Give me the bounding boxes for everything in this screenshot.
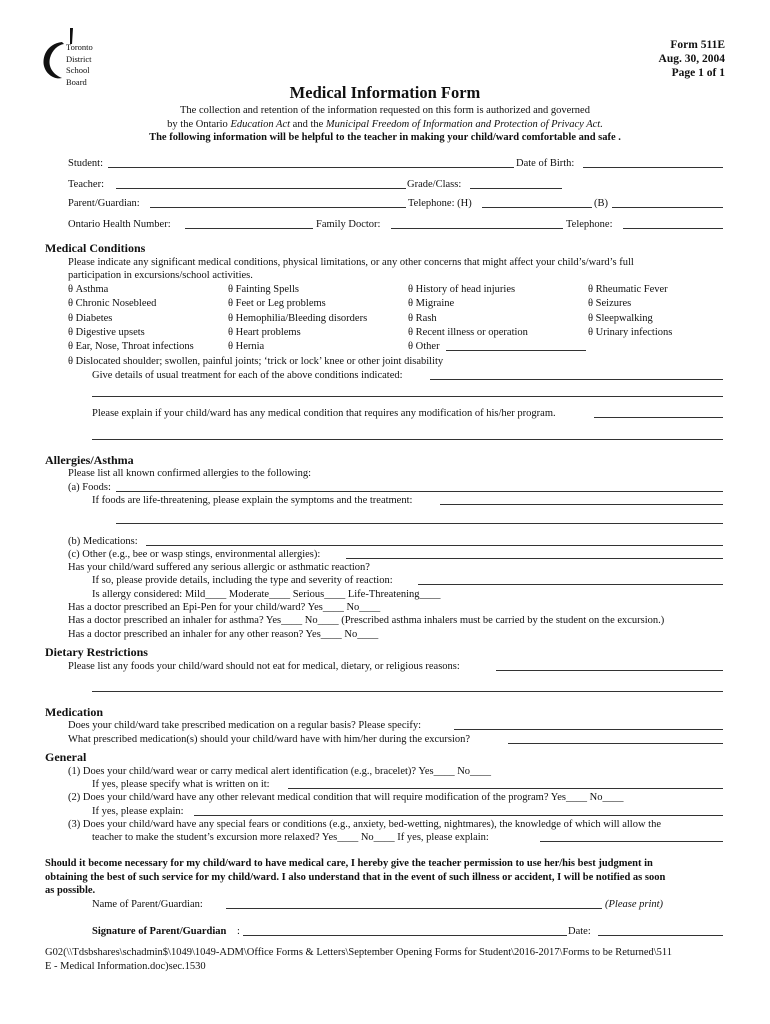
modification-input-2[interactable] <box>92 439 723 440</box>
condition-dislocated[interactable]: θ Dislocated shoulder; swollen, painful joints; ‘trick or lock’ knee or other joint disability <box>68 356 444 367</box>
condition-hernia[interactable]: θ Hernia <box>228 341 265 352</box>
medical-alert-text-input[interactable] <box>288 788 723 789</box>
life-threatening-input[interactable] <box>440 504 723 505</box>
program-modification-question[interactable]: (2) Does your child/ward have any other relevant medical condition that will require modification of the program? Yes____ No____ <box>68 792 624 803</box>
foods-input[interactable] <box>116 491 723 492</box>
telephone-home-label: Telephone: (H) <box>408 198 472 209</box>
inhaler-other-question[interactable]: Has a doctor prescribed an inhaler for any other reason? Yes____ No____ <box>68 629 379 640</box>
grade-label: Grade/Class: <box>407 179 462 190</box>
form-title: Medical Information Form <box>289 83 481 102</box>
page-number: Page 1 of 1 <box>671 67 725 79</box>
telephone-business-label: (B) <box>594 198 608 209</box>
school-board-name: Toronto District School Board <box>66 42 93 87</box>
signature-input[interactable] <box>243 935 567 936</box>
student-input[interactable] <box>108 167 514 168</box>
condition-nosebleed[interactable]: θ Chronic Nosebleed <box>68 298 157 309</box>
form-date: Aug. 30, 2004 <box>658 53 725 65</box>
condition-digestive[interactable]: θ Digestive upsets <box>68 327 145 338</box>
parent-name-label: Name of Parent/Guardian: <box>92 899 203 910</box>
student-label: Student: <box>68 158 104 169</box>
condition-fainting[interactable]: θ Fainting Spells <box>228 284 299 295</box>
parent-name-input[interactable] <box>226 908 602 909</box>
life-threatening-input-2[interactable] <box>116 523 723 524</box>
signature-date-input[interactable] <box>598 935 723 936</box>
excursion-medication-input[interactable] <box>508 743 723 744</box>
allergy-severity[interactable]: Is allergy considered: Mild____ Moderate____ Serious____ Life-Threatening____ <box>92 589 441 600</box>
program-modification-explain-label: If yes, please explain: <box>92 806 184 817</box>
treatment-label: Give details of usual treatment for each of the above conditions indicated: <box>92 370 403 381</box>
medical-instructions-1: Please indicate any significant medical conditions, physical limitations, or any other concerns that might affect your child’s/ward’s full <box>68 257 634 268</box>
doctor-telephone-label: Telephone: <box>566 219 613 230</box>
signature-label: Signature of Parent/Guardian <box>92 926 227 937</box>
dietary-input-2[interactable] <box>92 691 723 692</box>
special-fears-input[interactable] <box>540 841 723 842</box>
condition-other[interactable]: θ Other <box>408 341 440 352</box>
dietary-label: Please list any foods your child/ward should not eat for medical, dietary, or religious reasons: <box>68 661 460 672</box>
medical-conditions-heading: Medical Conditions <box>45 241 146 255</box>
condition-asthma[interactable]: θ Asthma <box>68 284 109 295</box>
condition-other-input[interactable] <box>446 350 586 351</box>
condition-migraine[interactable]: θ Migraine <box>408 298 455 309</box>
modification-input[interactable] <box>594 417 723 418</box>
telephone-home-input[interactable] <box>482 207 592 208</box>
inhaler-asthma-question[interactable]: Has a doctor prescribed an inhaler for asthma? Yes____ No____ (Prescribed asthma inhalers must be carried by the student on the excursion.) <box>68 615 665 626</box>
condition-urinary[interactable]: θ Urinary infections <box>588 327 673 338</box>
medication-heading: Medication <box>45 705 103 719</box>
excursion-medication-label: What prescribed medication(s) should your child/ward have with him/her during the excursion? <box>68 734 471 745</box>
special-fears-question-2[interactable]: teacher to make the student’s excursion more relaxed? Yes____ No____ If yes, please explain: <box>92 832 489 843</box>
footer-path-1: G02(\\Tdsbshares\schadmin$\1049\1049-ADM\Office Forms & Letters\September Opening Forms for Student\2016-2017\Forms to be Returned\511 <box>45 947 673 958</box>
please-print-note: (Please print) <box>605 899 664 910</box>
health-number-label: Ontario Health Number: <box>68 219 171 230</box>
condition-rash[interactable]: θ Rash <box>408 313 437 324</box>
allergies-heading: Allergies/Asthma <box>45 453 134 467</box>
condition-hemophilia[interactable]: θ Hemophilia/Bleeding disorders <box>228 313 368 324</box>
footer-path-2: E - Medical Information.doc)sec.1530 <box>45 961 206 972</box>
teacher-input[interactable] <box>116 188 406 189</box>
form-identifier <box>659 38 725 80</box>
condition-head-injuries[interactable]: θ History of head injuries <box>408 284 516 295</box>
regular-medication-label: Does your child/ward take prescribed medication on a regular basis? Please specify: <box>68 720 422 731</box>
parent-label: Parent/Guardian: <box>68 198 140 209</box>
condition-rheumatic[interactable]: θ Rheumatic Fever <box>588 284 668 295</box>
allergies-instructions: Please list all known confirmed allergies to the following: <box>68 468 312 479</box>
dob-input[interactable] <box>583 167 723 168</box>
doctor-telephone-input[interactable] <box>623 228 723 229</box>
dietary-heading: Dietary Restrictions <box>45 645 148 659</box>
parent-input[interactable] <box>150 207 406 208</box>
condition-heart[interactable]: θ Heart problems <box>228 327 301 338</box>
form-number: Form 511E <box>670 39 725 51</box>
medications-allergy-label: (b) Medications: <box>68 536 138 547</box>
consent-line-2: obtaining the best of such service for my child/ward. I also understand that in the event of such illness or accident, I will be notified as soon <box>45 872 666 883</box>
health-number-input[interactable] <box>185 228 313 229</box>
reaction-question: Has your child/ward suffered any serious allergic or asthmatic reaction? <box>68 562 370 573</box>
medical-alert-question[interactable]: (1) Does your child/ward wear or carry medical alert identification (e.g., bracelet)? Yes____ No____ <box>68 766 492 777</box>
condition-ent[interactable]: θ Ear, Nose, Throat infections <box>68 341 194 352</box>
intro-line-1: The collection and retention of the information requested on this form is authorized and governed <box>180 105 590 116</box>
consent-line-3: as possible. <box>45 885 96 896</box>
foods-label: (a) Foods: <box>68 482 111 493</box>
life-threatening-label: If foods are life-threatening, please explain the symptoms and the treatment: <box>92 495 413 506</box>
medical-instructions-2: participation in excursions/school activities. <box>68 270 253 281</box>
modification-label: Please explain if your child/ward has any medical condition that requires any modification of his/her program. <box>92 408 556 419</box>
special-fears-question: (3) Does your child/ward have any special fears or conditions (e.g., anxiety, bed-wetting, nightmares), the knowledge of which will allow the <box>68 819 661 830</box>
epipen-question[interactable]: Has a doctor prescribed an Epi-Pen for your child/ward? Yes____ No____ <box>68 602 381 613</box>
condition-feet-leg[interactable]: θ Feet or Leg problems <box>228 298 326 309</box>
condition-diabetes[interactable]: θ Diabetes <box>68 313 113 324</box>
condition-seizures[interactable]: θ Seizures <box>588 298 632 309</box>
program-modification-explain-input[interactable] <box>194 815 723 816</box>
signature-colon: : <box>237 926 240 937</box>
treatment-input-2[interactable] <box>92 396 723 397</box>
intro-line-2: by the Ontario Education Act and the Municipal Freedom of Information and Protection of Privacy Act. <box>167 119 603 130</box>
teacher-label: Teacher: <box>68 179 104 190</box>
dob-label: Date of Birth: <box>516 158 575 169</box>
treatment-input[interactable] <box>430 379 723 380</box>
regular-medication-input[interactable] <box>454 729 723 730</box>
condition-sleepwalking[interactable]: θ Sleepwalking <box>588 313 653 324</box>
reaction-details-input[interactable] <box>418 584 723 585</box>
other-allergy-input[interactable] <box>346 558 723 559</box>
general-heading: General <box>45 750 87 764</box>
signature-date-label: Date: <box>568 926 591 937</box>
medical-alert-text-label: If yes, please specify what is written on it: <box>92 779 270 790</box>
grade-input[interactable] <box>470 188 562 189</box>
other-allergy-label: (c) Other (e.g., bee or wasp stings, environmental allergies): <box>68 549 321 560</box>
family-doctor-label: Family Doctor: <box>316 219 381 230</box>
reaction-details-label: If so, please provide details, including the type and severity of reaction: <box>92 575 393 586</box>
intro-line-3: The following information will be helpful to the teacher in making your child/ward comfortable and safe . <box>149 132 621 143</box>
condition-recent-illness[interactable]: θ Recent illness or operation <box>408 327 528 338</box>
telephone-business-input[interactable] <box>612 207 723 208</box>
consent-line-1: Should it become necessary for my child/ward to have medical care, I hereby give the teacher permission to use her/his best judgment in <box>45 858 653 869</box>
medications-allergy-input[interactable] <box>146 545 723 546</box>
family-doctor-input[interactable] <box>391 228 563 229</box>
dietary-input[interactable] <box>496 670 723 671</box>
